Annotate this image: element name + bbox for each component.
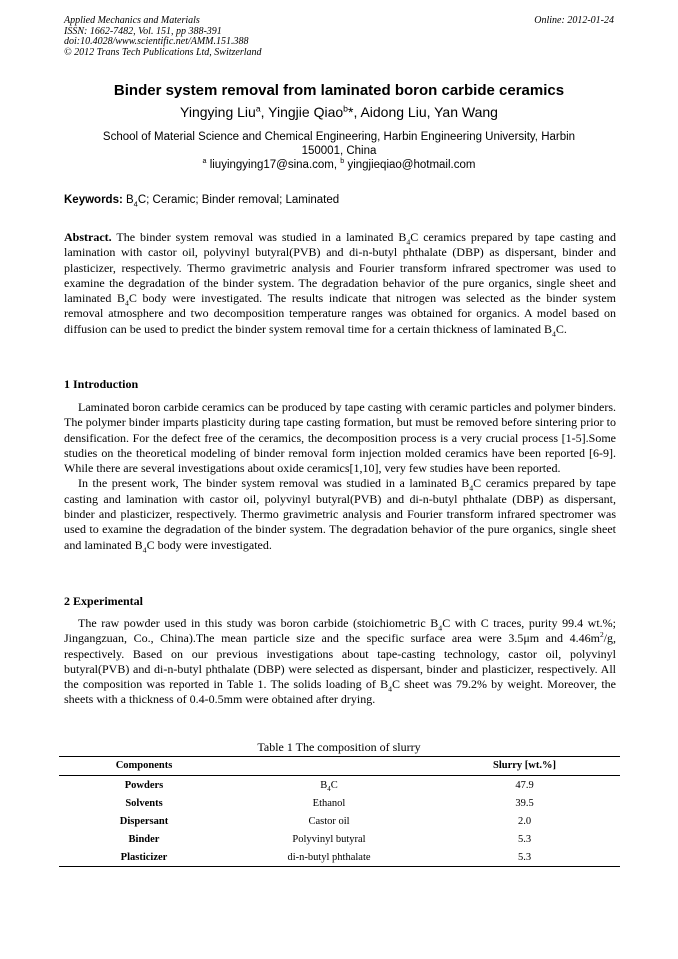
table-caption: Table 1 The composition of slurry: [257, 740, 421, 754]
intro-p2-text-1: In the present work, The binder system removal was studied in a laminated B: [78, 476, 470, 491]
exp-sub-1: 4: [438, 623, 443, 633]
b4c-pre: B: [320, 779, 328, 791]
email-b[interactable]: yingjieqiao@hotmail.com: [347, 159, 476, 171]
abstract: [64, 230, 616, 337]
email-a-sup: a: [202, 157, 207, 166]
abstract-text-4: C.: [555, 321, 567, 336]
keywords-label: Keywords:: [64, 194, 123, 206]
author-emails: [0, 159, 678, 171]
author-1: Yingying Liu: [180, 104, 256, 120]
affiliation: [74, 130, 604, 158]
table-cell-value: 5.3: [517, 833, 532, 845]
table-header-slurry: Slurry [wt.%]: [429, 757, 620, 776]
intro-p2-sub-2: 4: [142, 545, 147, 555]
table-cell-component: Binder: [128, 833, 160, 845]
abstract-text-1: The binder system removal was studied in a laminated B: [116, 230, 407, 244]
b4c-post: C: [330, 779, 338, 791]
table-header-material: [229, 757, 429, 776]
author-1-sup: a: [255, 103, 261, 114]
intro-p2-sub-1: 4: [469, 483, 474, 493]
intro-p2-text-2: C ceramics prepared by tape casting and lamination with castor oil, polyvinyl butyral(PVB) and di-n-butyl phthalate (DBP) as dispersant, binder and plasticizer, respectively. Thermo gravimetric analysis and Fourier transform infrared spectromer was used to examine the degradation of the binder system. The degradation behavior of the pure organics, single sheet and laminated B: [64, 476, 616, 552]
introduction-body: [64, 400, 616, 553]
b4c-sub: 4: [327, 785, 331, 793]
exp-text-4: C sheet was 79.2% by weight. Moreover, the sheets with a thickness of 0.4-0.5mm were obtained after drying.: [64, 677, 616, 707]
journal-name: Applied Mechanics and Materials: [64, 15, 200, 26]
online-date-text: Online: 2012-01-24: [534, 15, 614, 26]
table-cell-value: 47.9: [515, 779, 534, 791]
keyword-b4c-sub: 4: [133, 199, 138, 209]
table-cell-component: Dispersant: [119, 815, 169, 827]
copyright-line: © 2012 Trans Tech Publications Ltd, Switzerland: [64, 46, 262, 58]
exp-sub-2: 4: [388, 684, 392, 694]
author-list: Yingying Liu$^a$, Yingjie Qiao$^b$*, Aidong Liu, Yan Wang: [180, 103, 498, 120]
introduction-heading: 1 Introduction: [64, 377, 139, 391]
abstract-sub-3: 4: [551, 329, 556, 339]
experimental-body: [64, 616, 616, 708]
journal-header: [64, 16, 262, 58]
table-cell-material: di-n-butyl phthalate: [229, 848, 429, 867]
abstract-sub-2: 4: [124, 298, 129, 308]
exp-text-1: The raw powder used in this study was boron carbide (stoichiometric B: [78, 616, 439, 630]
keywords: [64, 194, 616, 209]
table-cell-component: Solvents: [125, 797, 163, 809]
issn-line: ISSN: 1662-7482, Vol. 151, pp 388-391: [64, 25, 222, 37]
table-row: [59, 812, 620, 830]
table-cell-component: Powders: [124, 779, 164, 791]
email-b-sup: b: [340, 157, 345, 166]
keywords-rest: C; Ceramic; Binder removal; Laminated: [137, 194, 340, 206]
exp-text-3: /g, respectively. Based on our previous investigations about tape-casting technology, castor oil, polyvinyl butyral(PVB) and di-n-butyl phthalate (DBP) were selected as dispersant, binder and plasticizer, respectively. All the composition was reported in Table 1. The solids loading of B: [64, 631, 616, 692]
abstract-label: Abstract.: [64, 230, 112, 244]
author-2-sup: b: [343, 103, 348, 114]
other-authors: , Aidong Liu, Yan Wang: [353, 104, 498, 120]
composition-table: [59, 756, 620, 867]
table-cell-material: Ethanol: [312, 797, 346, 809]
experimental-paragraph: [64, 616, 616, 708]
exp-sup-2: 2: [599, 630, 604, 640]
table-cell-value: 5.3: [429, 848, 620, 867]
table-cell-component: Plasticizer: [59, 848, 229, 867]
affiliation-line-2: 150001, China: [301, 145, 377, 157]
table-cell-material: [229, 776, 429, 795]
author-2: Yingjie Qiao: [268, 104, 344, 120]
keyword-b4c: B: [126, 194, 134, 206]
table-header-components: Components: [59, 757, 229, 776]
online-date: [534, 16, 614, 27]
intro-paragraph-1: Laminated boron carbide ceramics can be produced by tape casting with ceramic particles and polymer binders. The polymer binder imparts plasticity during tape casting formation, but must be removed before sintering prior to densification. For the defect free of the ceramics, the decomposition process is a very crucial process [1-5].Some studies on the theoretical modeling of binder removal form injection molded ceramics have been reported [6-9]. While there are several investigations about oxide ceramics[1,10], very few studies have been reported.: [64, 400, 616, 476]
paper-title: Binder system removal from laminated boron carbide ceramics: [113, 82, 565, 99]
table-cell-value: 39.5: [515, 797, 534, 809]
corresponding-mark: *: [347, 104, 354, 120]
table-row: [59, 794, 620, 812]
affiliation-line-1: School of Material Science and Chemical Engineering, Harbin Engineering University, Harbin: [102, 131, 576, 143]
intro-p2-text-3: C body were investigated.: [146, 537, 272, 552]
table-cell-value: 2.0: [517, 815, 532, 827]
abstract-sub-1: 4: [406, 237, 411, 247]
table-row: [59, 776, 620, 795]
abstract-text-3: C body were investigated. The results indicate that nitrogen was selected as the binder system removal atmosphere and two decomposition temperature ranges was obtained for organics. A model based on diffusion can be used to predict the binder system removal time for a certain thickness of laminated B: [64, 291, 616, 336]
table-row: [59, 848, 620, 867]
table-cell-material: Castor oil: [308, 815, 350, 827]
table-row: [59, 830, 620, 848]
doi-line: doi:10.4028/www.scientific.net/AMM.151.388: [64, 36, 249, 47]
experimental-heading: 2 Experimental: [64, 594, 143, 608]
table-cell-material: Polyvinyl butyral: [292, 833, 366, 845]
intro-paragraph-2: [64, 476, 616, 555]
table-header-row: [59, 757, 620, 776]
abstract-text-2: C ceramics prepared by tape casting and lamination with castor oil, polyvinyl butyral(PVB) and di-n-butyl phthalate (DBP) as dispersant, binder and plasticizer, respectively. Thermo gravimetric analysis and Fourier transform infrared spectromer was used to examine the degradation of the binder system. The degradation behavior of the pure organics, single sheet and laminated B: [64, 230, 616, 306]
email-a[interactable]: liuyingying17@sina.com,: [209, 159, 338, 171]
exp-text-2: C with C traces, purity 99.4 wt.%; Jingangzuan, Co., China).The mean particle size and the specific surface area were 3.5μm and 4.46m: [64, 616, 616, 646]
